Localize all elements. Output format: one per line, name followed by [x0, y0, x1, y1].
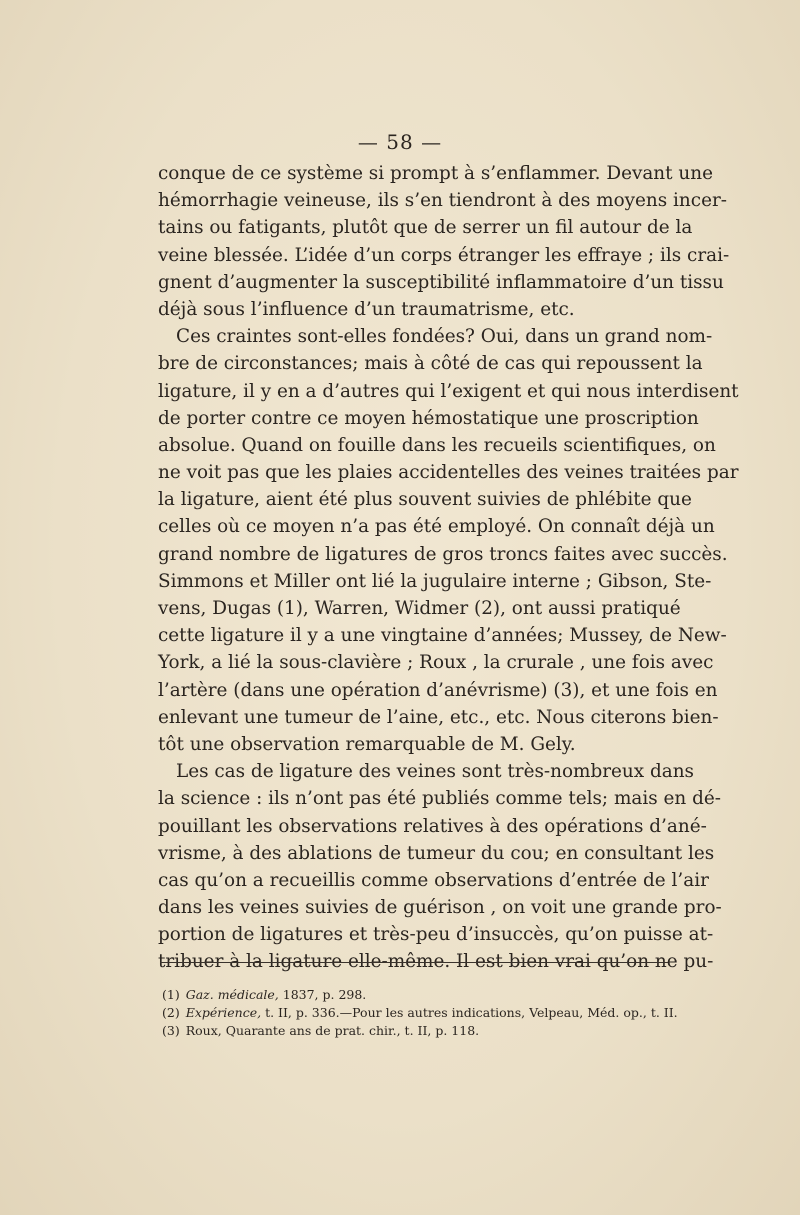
footnote-number: (2)	[162, 1005, 180, 1020]
text-line: cas qu’on a recueillis comme observations d’entrée de l’air	[158, 869, 709, 891]
text-line: Simmons et Miller ont lié la jugulaire interne ; Gibson, Ste-	[158, 570, 712, 592]
footnote-number: (3)	[162, 1023, 180, 1038]
text-line: déjà sous l’influence d’un traumatrisme, etc.	[158, 298, 575, 320]
body-text	[158, 160, 739, 976]
text-line: la science : ils n’ont pas été publiés comme tels; mais en dé-	[158, 788, 721, 810]
text-line: ne voit pas que les plaies accidentelles des veines traitées par	[158, 462, 739, 484]
footnote-text: 1837, p. 298.	[278, 987, 367, 1002]
text-line: tribuer à la ligature elle-même. Il est bien vrai qu’on ne pu-	[158, 951, 714, 973]
text-line: absolue. Quand on fouille dans les recueils scientifiques, on	[158, 434, 716, 456]
text-line: l’artère (dans une opération d’anévrisme) (3), et une fois en	[158, 679, 718, 701]
text-line: tôt une observation remarquable de M. Gely.	[158, 733, 576, 755]
text-line: conque de ce système si prompt à s’enflammer. Devant une	[158, 163, 713, 184]
text-line: cette ligature il y a une vingtaine d’années; Mussey, de New-	[158, 625, 727, 647]
text-line: de porter contre ce moyen hémostatique une proscription	[158, 407, 699, 429]
text-line: celles où ce moyen n’a pas été employé. On connaît déjà un	[158, 516, 715, 538]
text-line: bre de circonstances; mais à côté de cas qui repoussent la	[158, 353, 703, 375]
footnotes	[162, 986, 678, 1040]
text-line: York, a lié la sous-clavière ; Roux , la crurale , une fois avec	[158, 652, 714, 674]
text-line: veine blessée. L’idée d’un corps étranger les effraye ; ils crai-	[158, 244, 730, 266]
footnote-text: t. II, p. 336.—Pour les autres indications, Velpeau, Méd. op., t. II.	[261, 1005, 678, 1020]
text-line: tains ou fatigants, plutôt que de serrer un fil autour de la	[158, 217, 693, 239]
text-line: la ligature, aient été plus souvent suivies de phlébite que	[158, 489, 692, 511]
footnote	[162, 1022, 672, 1040]
footnote-divider	[160, 962, 668, 963]
footnote	[162, 986, 672, 1004]
text-line: gnent d’augmenter la susceptibilité inflammatoire d’un tissu	[158, 271, 724, 293]
text-line: dans les veines suivies de guérison , on voit une grande pro-	[158, 897, 722, 919]
text-line: pouillant les observations relatives à des opérations d’ané-	[158, 815, 707, 837]
footnote-source: Expérience,	[185, 1005, 262, 1020]
text-line: Les cas de ligature des veines sont très-nombreux dans	[176, 761, 694, 783]
footnote	[162, 1004, 678, 1022]
page-number: — 58 —	[357, 130, 443, 154]
text-line: grand nombre de ligatures de gros troncs faites avec succès.	[158, 543, 728, 565]
footnote-source: Gaz. médicale,	[185, 987, 279, 1002]
text-line: vens, Dugas (1), Warren, Widmer (2), ont aussi pratiqué	[158, 598, 681, 619]
text-line: ligature, il y en a d’autres qui l’exigent et qui nous interdisent	[158, 380, 739, 402]
text-line: portion de ligatures et très-peu d’insuccès, qu’on puisse at-	[158, 924, 714, 946]
footnote-number: (1)	[162, 987, 180, 1002]
footnote-text: Roux, Quarante ans de prat. chir., t. II, p. 118.	[185, 1023, 480, 1038]
text-line: Ces craintes sont-elles fondées? Oui, dans un grand nom-	[176, 326, 713, 348]
text-line: hémorrhagie veineuse, ils s’en tiendront à des moyens incer-	[158, 190, 727, 212]
text-line: enlevant une tumeur de l’aine, etc., etc. Nous citerons bien-	[158, 706, 719, 728]
text-line: vrisme, à des ablations de tumeur du cou; en consultant les	[158, 842, 715, 864]
